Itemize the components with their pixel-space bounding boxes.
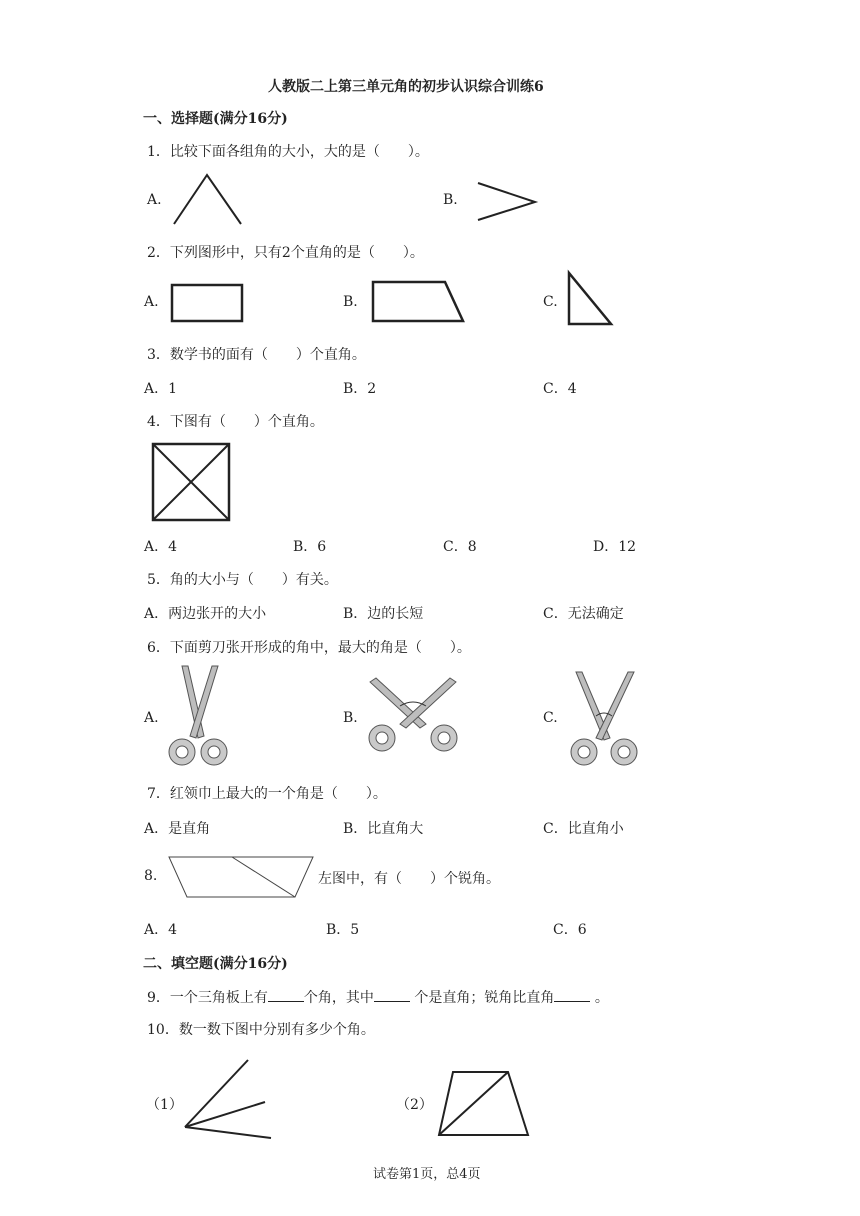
scissors-c-icon: [564, 670, 644, 770]
q9-text-1: 9．一个三角板上有: [147, 990, 268, 1006]
section-heading-fill: 二、填空题(满分16分): [143, 956, 288, 972]
page-title: 人教版二上第三单元角的初步认识综合训练6: [268, 79, 544, 95]
q9-blank-3[interactable]: [554, 989, 590, 1002]
q9-text-4: 。: [594, 990, 609, 1006]
question-1-option-b[interactable]: B.: [443, 192, 458, 208]
question-5-option-b[interactable]: B．边的长短: [343, 606, 424, 622]
question-2-stem: 2．下列图形中，只有2个直角的是（ ）。: [147, 245, 424, 261]
question-8-option-b[interactable]: B．5: [326, 922, 360, 938]
question-6-option-a[interactable]: A.: [144, 710, 159, 726]
right-triangle-figure: [566, 270, 616, 328]
question-3-option-c[interactable]: C．4: [543, 381, 577, 397]
question-7-option-c[interactable]: C．比直角小: [543, 821, 624, 837]
question-5-option-c[interactable]: C．无法确定: [543, 606, 624, 622]
question-1-stem: 1．比较下面各组角的大小，大的是（ ）。: [147, 144, 429, 160]
question-7-option-b[interactable]: B．比直角大: [343, 821, 424, 837]
question-8-stem: 左图中，有（ ）个锐角。: [318, 871, 500, 887]
question-4-option-c[interactable]: C．8: [443, 539, 477, 555]
question-6-stem: 6．下面剪刀张开形成的角中，最大的角是（ ）。: [147, 640, 471, 656]
question-4-stem: 4．下图有（ ）个直角。: [147, 414, 324, 430]
scissors-a-icon: [162, 664, 234, 770]
question-2-option-a[interactable]: A.: [144, 294, 159, 310]
question-10-stem: 10．数一数下图中分别有多少个角。: [147, 1022, 375, 1038]
parallelogram-figure: [166, 854, 316, 900]
question-6-option-b[interactable]: B.: [343, 710, 358, 726]
question-4-option-b[interactable]: B．6: [293, 539, 327, 555]
q9-text-3: 个是直角；锐角比直角: [414, 990, 555, 1006]
trapezoid-figure: [370, 279, 466, 325]
square-with-diagonals-figure: [150, 441, 232, 523]
question-6-option-c[interactable]: C.: [543, 710, 558, 726]
q10-label-1: （1）: [146, 1097, 183, 1113]
q9-blank-2[interactable]: [374, 989, 410, 1002]
q10-trapezoid-figure: [436, 1069, 532, 1139]
section-heading-choice: 一、选择题(满分16分): [143, 111, 288, 127]
question-8-number: 8.: [144, 868, 158, 884]
question-8-option-c[interactable]: C．6: [553, 922, 587, 938]
question-4-option-d[interactable]: D．12: [593, 539, 637, 555]
question-1-option-a[interactable]: A.: [147, 192, 162, 208]
page-footer: 试卷第1页，总4页: [373, 1167, 481, 1182]
question-4-option-a[interactable]: A．4: [144, 539, 178, 555]
q9-text-2: 个角，其中: [303, 990, 374, 1006]
q10-rays-figure: [182, 1057, 274, 1141]
question-5-option-a[interactable]: A．两边张开的大小: [144, 606, 267, 622]
question-2-option-b[interactable]: B.: [343, 294, 358, 310]
q10-label-2: （2）: [396, 1097, 433, 1113]
q9-blank-1[interactable]: [268, 989, 304, 1002]
question-3-option-b[interactable]: B．2: [343, 381, 377, 397]
rectangle-figure: [170, 283, 246, 323]
question-8-option-a[interactable]: A．4: [144, 922, 178, 938]
question-7-stem: 7．红领巾上最大的一个角是（ ）。: [147, 786, 387, 802]
question-2-option-c[interactable]: C.: [543, 294, 558, 310]
scissors-b-icon: [364, 676, 462, 754]
question-9-stem: [147, 987, 609, 1007]
question-3-stem: 3．数学书的面有（ ）个直角。: [147, 347, 366, 363]
q1-angle-b-figure: [475, 180, 539, 224]
question-3-option-a[interactable]: A．1: [144, 381, 178, 397]
q1-angle-a-figure: [172, 172, 244, 228]
question-7-option-a[interactable]: A．是直角: [144, 821, 211, 837]
question-5-stem: 5．角的大小与（ ）有关。: [147, 572, 338, 588]
